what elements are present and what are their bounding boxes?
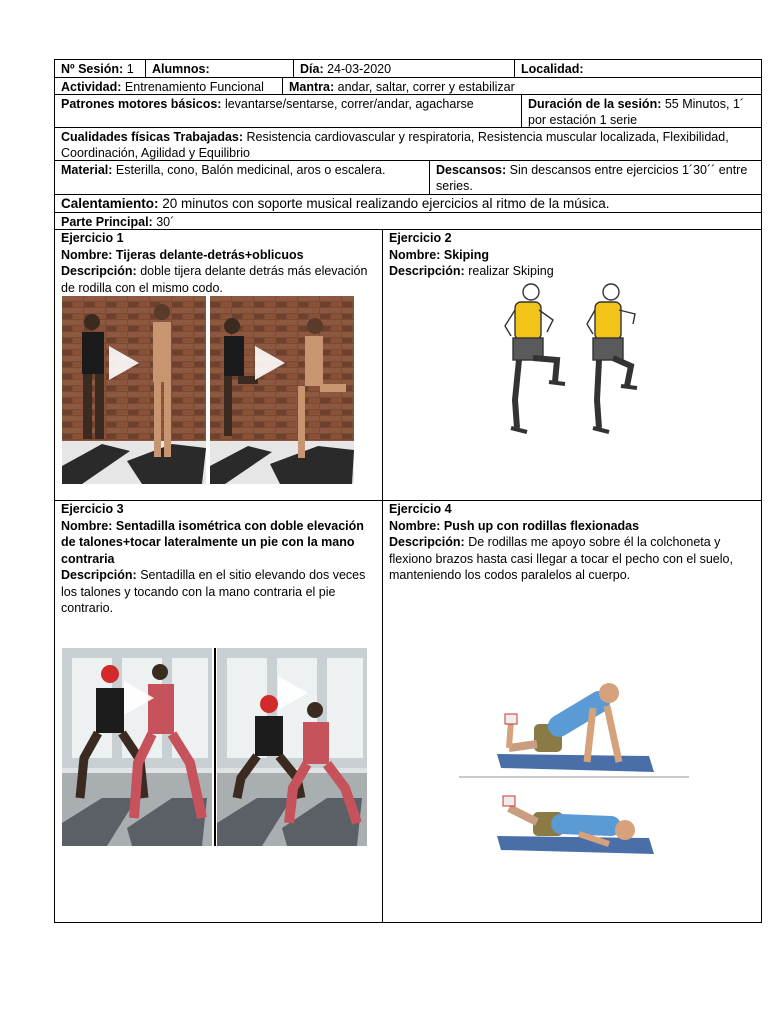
mantra-value: andar, saltar, correr y estabilizar [337, 80, 515, 94]
exercise-2-nombre-label: Nombre: [389, 247, 441, 262]
play-icon[interactable] [124, 681, 154, 715]
descansos-label: Descansos: [436, 163, 507, 177]
material-label: Material: [61, 163, 113, 177]
exercise-2-illustration [495, 280, 655, 445]
localidad-label: Localidad: [521, 62, 584, 76]
exercise-2 [383, 230, 761, 280]
exercise-3-nombre-label: Nombre: [61, 518, 113, 533]
row-patrones [55, 95, 761, 128]
dia-cell [293, 60, 514, 77]
calentamiento-value: 20 minutos con soporte musical realizando ejercicios al ritmo de la música. [162, 196, 610, 211]
parte-cell [55, 213, 761, 229]
exercise-3-desc: Sentadilla en el sitio elevando dos veces los talones y tocando con la mano contraria el pie contrario. [61, 568, 366, 615]
exercise-3-desc-label: Descripción: [61, 568, 137, 582]
row-parte-principal [55, 213, 761, 230]
exercise-1-nombre-label: Nombre: [61, 247, 113, 262]
actividad-value: Entrenamiento Funcional [124, 80, 264, 94]
calentamiento-cell [55, 195, 761, 212]
actividad-cell [55, 78, 282, 94]
row-material [55, 161, 761, 195]
descansos-cell [429, 161, 761, 194]
sesion-cell [55, 60, 145, 77]
dia-value: 24-03-2020 [327, 62, 392, 76]
parte-value: 30´ [156, 215, 175, 229]
play-icon[interactable] [109, 346, 139, 380]
patrones-label: Patrones motores básicos: [61, 97, 222, 111]
exercise-1-nombre: Tijeras delante-detrás+oblicuos [115, 247, 304, 262]
exercise-3 [55, 501, 382, 617]
patrones-value: levantarse/sentarse, correr/andar, agacharse [224, 97, 474, 111]
play-icon[interactable] [278, 676, 308, 710]
exercise-4-title: Ejercicio 4 [389, 502, 452, 516]
material-cell [55, 161, 429, 194]
exercise-3-video-frames [62, 648, 367, 846]
exercise-4-illustration [459, 678, 689, 858]
dia-label: Día: [300, 62, 324, 76]
exercise-4-nombre: Push up con rodillas flexionadas [443, 518, 640, 533]
alumnos-cell [145, 60, 293, 77]
exercise-2-title: Ejercicio 2 [389, 231, 452, 245]
exercise-3-title: Ejercicio 3 [61, 502, 124, 516]
row-cualidades [55, 128, 761, 161]
play-icon[interactable] [255, 346, 285, 380]
exercise-4-desc: De rodillas me apoyo sobre él la colchoneta y flexiono brazos hasta casi llegar a tocar el pecho con el suelo, manteniendo los codos paralelos al cuerpo. [389, 535, 733, 582]
alumnos-label: Alumnos: [152, 62, 210, 76]
cualidades-cell [55, 128, 761, 160]
exercise-1-title: Ejercicio 1 [61, 231, 124, 245]
skipping-figures [495, 280, 655, 445]
row-actividad [55, 78, 761, 95]
duracion-value: 55 Minutos, 1´ por estación 1 serie [528, 97, 745, 127]
session-sheet [54, 59, 762, 923]
patrones-cell [55, 95, 521, 127]
descansos-value: Sin descansos entre ejercicios 1´30´´ entre series. [436, 163, 748, 193]
exercise-1 [55, 230, 382, 296]
exercise-2-nombre: Skiping [443, 247, 490, 262]
parte-label: Parte Principal: [61, 215, 153, 229]
exercise-4-nombre-label: Nombre: [389, 518, 441, 533]
exercise-1-desc: doble tijera delante detrás más elevación de rodilla con el mismo codo. [61, 264, 368, 295]
exercise-1-video[interactable] [62, 296, 354, 484]
exercise-4 [383, 501, 761, 584]
row-session-info [55, 60, 761, 78]
sesion-label: Nº Sesión: [61, 62, 124, 76]
cualidades-label: Cualidades físicas Trabajadas: [61, 130, 244, 144]
duracion-cell [521, 95, 761, 127]
localidad-cell [514, 60, 761, 77]
duracion-label: Duración de la sesión: [528, 97, 662, 111]
exercise-2-desc: realizar Skiping [468, 264, 554, 278]
sesion-value: 1 [126, 62, 134, 76]
mantra-label: Mantra: [289, 80, 335, 94]
cualidades-value: Resistencia cardiovascular y respiratoria, Resistencia muscular localizada, Flexibilidad, Coordinación, Agilidad y Equilibrio [61, 130, 729, 160]
exercise-3-nombre: Sentadilla isométrica con doble elevación de talones+tocar lateralmente un pie con la mano contraria [61, 518, 364, 566]
pushup-figures [459, 678, 689, 858]
exercise-3-video[interactable] [62, 648, 367, 846]
material-value: Esterilla, cono, Balón medicinal, aros o escalera. [115, 163, 386, 177]
actividad-label: Actividad: [61, 80, 122, 94]
exercise-1-desc-label: Descripción: [61, 264, 137, 278]
exercise-2-desc-label: Descripción: [389, 264, 465, 278]
exercise-1-video-frames [62, 296, 354, 484]
row-calentamiento [55, 195, 761, 213]
mantra-cell [282, 78, 761, 94]
calentamiento-label: Calentamiento: [61, 196, 159, 211]
exercise-4-desc-label: Descripción: [389, 535, 465, 549]
